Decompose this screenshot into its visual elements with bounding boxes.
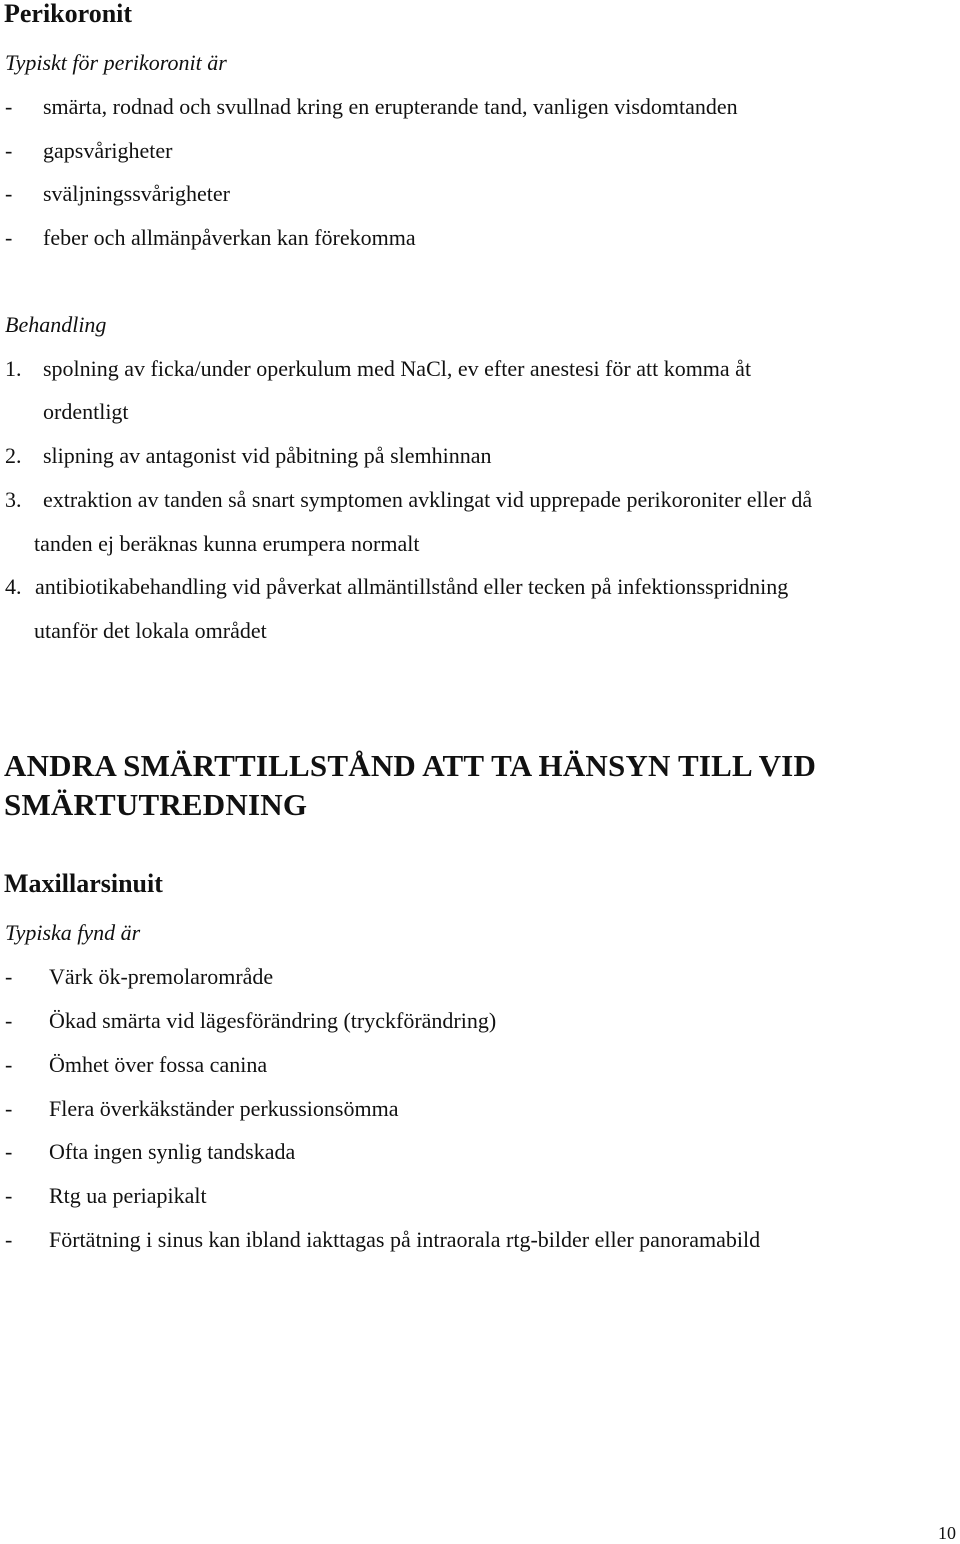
list-item-text: Ömhet över fossa canina xyxy=(49,1052,268,1077)
treatment-heading: Behandling xyxy=(5,312,107,337)
subheading-maxillarsinuit: Maxillarsinuit xyxy=(4,869,163,898)
bullet-dash: - xyxy=(5,1008,13,1033)
list-number: 1. xyxy=(5,356,22,381)
list-item-text: smärta, rodnad och svullnad kring en erupterande tand, vanligen visdomtanden xyxy=(43,94,738,119)
list-item-text: feber och allmänpåverkan kan förekomma xyxy=(43,225,416,250)
list-item-text: slipning av antagonist vid påbitning på slemhinnan xyxy=(43,443,492,468)
section-heading-line1: ANDRA SMÄRTTILLSTÅND ATT TA HÄNSYN TILL VID xyxy=(4,748,817,783)
bullet-dash: - xyxy=(5,964,13,989)
list-item-text: Flera överkäkständer perkussionsömma xyxy=(49,1096,399,1121)
list-item-text: gapsvårigheter xyxy=(43,138,173,163)
list-number: 3. xyxy=(5,487,22,512)
bullet-dash: - xyxy=(5,1227,13,1252)
findings-intro: Typiska fynd är xyxy=(5,920,141,945)
list-item-text: extraktion av tanden så snart symptomen avklingat vid upprepade perikoroniter eller då xyxy=(43,487,813,512)
section-title-perikoronit: Perikoronit xyxy=(4,0,133,28)
list-item-text: Rtg ua periapikalt xyxy=(49,1183,207,1208)
bullet-dash: - xyxy=(5,225,13,250)
bullet-dash: - xyxy=(5,1183,13,1208)
page-number: 10 xyxy=(938,1523,956,1543)
list-item-text: antibiotikabehandling vid påverkat allmäntillstånd eller tecken på infektionsspridning xyxy=(35,574,789,599)
bullet-dash: - xyxy=(5,1052,13,1077)
bullet-dash: - xyxy=(5,181,13,206)
list-item-text-continued: ordentligt xyxy=(43,399,129,424)
list-item-text-continued: tanden ej beräknas kunna erumpera normalt xyxy=(34,531,420,556)
bullet-dash: - xyxy=(5,1139,13,1164)
list-item-text: Värk ök-premolarområde xyxy=(49,964,274,989)
section-intro: Typiskt för perikoronit är xyxy=(5,50,227,75)
list-item-text-continued: utanför det lokala området xyxy=(34,618,267,643)
list-number: 2. xyxy=(5,443,22,468)
list-number: 4. xyxy=(5,574,22,599)
list-item-text: Förtätning i sinus kan ibland iakttagas på intraorala rtg-bilder eller panoramabild xyxy=(49,1227,761,1252)
list-item-text: Ökad smärta vid lägesförändring (tryckförändring) xyxy=(49,1008,497,1033)
bullet-dash: - xyxy=(5,1096,13,1121)
bullet-dash: - xyxy=(5,138,13,163)
list-item-text: Ofta ingen synlig tandskada xyxy=(49,1139,296,1164)
section-heading-line2: SMÄRTUTREDNING xyxy=(4,787,308,822)
list-item-text: spolning av ficka/under operkulum med NaCl, ev efter anestesi för att komma åt xyxy=(43,356,752,381)
list-item-text: sväljningssvårigheter xyxy=(43,181,230,206)
bullet-dash: - xyxy=(5,94,13,119)
